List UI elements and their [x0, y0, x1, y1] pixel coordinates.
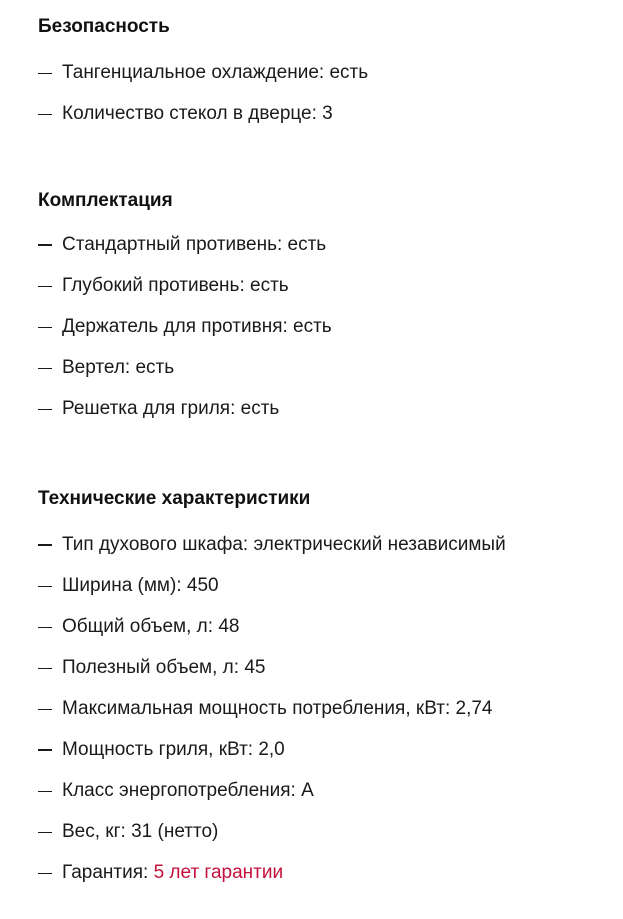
- list-item: [38, 534, 608, 556]
- dash-icon: [38, 791, 52, 792]
- item-label: Максимальная мощность потребления, кВт: 2,74: [62, 698, 493, 719]
- dash-icon: [38, 368, 52, 369]
- item-label: Общий объем, л: 48: [62, 616, 240, 637]
- list-item: [38, 575, 608, 597]
- dash-icon: [38, 749, 52, 751]
- item-label: Решетка для гриля: есть: [62, 398, 280, 419]
- item-label: Вертел: есть: [62, 357, 175, 378]
- list-item: [38, 62, 608, 84]
- dash-icon: [38, 114, 52, 115]
- list-item: [38, 275, 608, 297]
- dash-icon: [38, 327, 52, 328]
- item-label: Держатель для противня: есть: [62, 316, 332, 337]
- item-label: Ширина (мм): 450: [62, 575, 219, 596]
- dash-icon: [38, 73, 52, 74]
- list-item: [38, 103, 608, 125]
- list-item: [38, 739, 608, 761]
- warranty-link[interactable]: 5 лет гарантии: [153, 862, 284, 883]
- dash-icon: [38, 244, 52, 246]
- section-title: Технические характеристики: [38, 488, 311, 509]
- spec-list: [38, 534, 608, 884]
- dash-icon: [38, 409, 52, 410]
- dash-icon: [38, 544, 52, 546]
- spec-list: [38, 62, 608, 125]
- item-label: Полезный объем, л: 45: [62, 657, 266, 678]
- list-item: [38, 316, 608, 338]
- list-item: [38, 357, 608, 379]
- list-item: [38, 234, 608, 256]
- section-equipment: [38, 190, 608, 420]
- list-item: [38, 821, 608, 843]
- item-label: Гарантия:: [62, 862, 154, 883]
- dash-icon: [38, 832, 52, 833]
- section-title: Безопасность: [38, 16, 170, 37]
- dash-icon: [38, 286, 52, 287]
- list-item: [38, 657, 608, 679]
- spec-list: [38, 234, 608, 420]
- dash-icon: [38, 668, 52, 669]
- section-title: Комплектация: [38, 190, 173, 211]
- item-label: Количество стекол в дверце: 3: [62, 103, 333, 124]
- item-label: Вес, кг: 31 (нетто): [62, 821, 219, 842]
- dash-icon: [38, 586, 52, 587]
- list-item: [38, 698, 608, 720]
- item-label: Глубокий противень: есть: [62, 275, 289, 296]
- list-item: [38, 616, 608, 638]
- item-label: Тангенциальное охлаждение: есть: [62, 62, 369, 83]
- section-tech-specs: [38, 488, 608, 884]
- dash-icon: [38, 709, 52, 710]
- item-label: Класс энергопотребления: A: [62, 780, 314, 801]
- list-item: [38, 780, 608, 802]
- dash-icon: [38, 873, 52, 874]
- item-label: Стандартный противень: есть: [62, 234, 327, 255]
- section-safety: [38, 16, 608, 125]
- dash-icon: [38, 627, 52, 628]
- item-label: Мощность гриля, кВт: 2,0: [62, 739, 285, 760]
- list-item: [38, 862, 608, 884]
- item-label: Тип духового шкафа: электрический независимый: [62, 534, 506, 555]
- list-item: [38, 398, 608, 420]
